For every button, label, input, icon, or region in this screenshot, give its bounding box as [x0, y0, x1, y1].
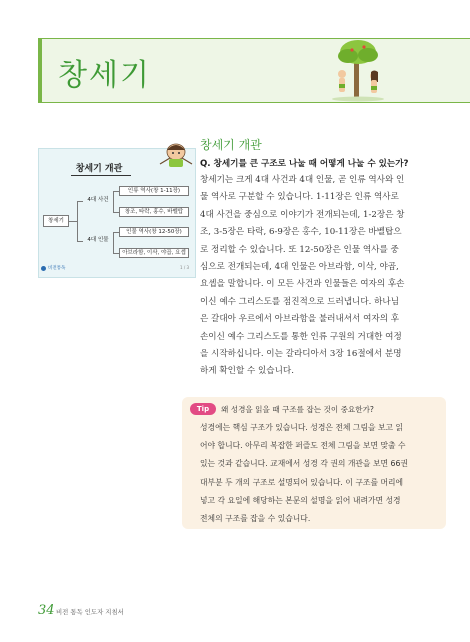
- diagram-connector: [77, 201, 78, 241]
- diagram-logo-icon: [41, 266, 46, 271]
- diagram-group-people: 4대 인물: [87, 237, 109, 243]
- chapter-title: 창세기: [58, 58, 151, 93]
- body-line: 창세기는 크게 4대 사건과 4대 인물, 곧 인류 역사와 인: [200, 175, 405, 185]
- body-line: 요셉을 말합니다. 이 모든 사건과 인물들은 여자의 후손: [200, 279, 405, 290]
- tip-line: 어야 합니다. 아무리 복잡한 퍼즐도 전체 그림을 보면 맞출 수: [200, 441, 406, 451]
- body-line: 4대 사건을 중심으로 이야기가 전개되는데, 1-2장은 창: [200, 209, 405, 220]
- body-line: 을 시작하십니다. 이는 갈라디아서 3장 16절에서 분명: [200, 349, 402, 360]
- diagram-title: 창세기 개관: [75, 164, 123, 174]
- diagram-group-events: 4대 사건: [87, 197, 109, 203]
- page-number: 34: [38, 603, 55, 618]
- diagram-connector: [113, 191, 114, 213]
- body-line: 손이신 예수 그리스도를 통한 인류 구원의 거대한 여정: [200, 331, 402, 342]
- tip-badge: Tip: [190, 403, 216, 415]
- diagram-box-human-history: 인류 역사(창 1-11장): [119, 186, 189, 196]
- tip-body: [200, 419, 438, 528]
- tip-line: 있는 것과 같습니다. 교재에서 성경 각 권의 개관을 보면 66권: [200, 459, 408, 469]
- adam-eve-illustration-icon: [328, 38, 388, 102]
- body-line: 심으로 전개되는데, 4대 인물은 아브라함, 이삭, 야곱,: [200, 262, 399, 273]
- diagram-logo-text: 비전통독: [48, 266, 66, 271]
- tip-line: 성경에는 핵심 구조가 있습니다. 성경은 전체 그림을 보고 읽: [200, 423, 404, 432]
- diagram-box-four-people: 아브라함, 이삭, 야곱, 요셉: [119, 248, 189, 258]
- body-line: 조, 3-5장은 타락, 6-9장은 홍수, 10-11장은 바벨탑으: [200, 227, 402, 238]
- tip-line: 전체의 구조를 잡을 수 있습니다.: [200, 514, 311, 524]
- peeking-character-icon: [154, 140, 198, 170]
- diagram-connector: [69, 221, 77, 222]
- section-question: Q. 창세기를 큰 구조로 나눌 때 어떻게 나눌 수 있는가?: [200, 159, 409, 169]
- diagram-box-four-events: 창조, 타락, 홍수, 바벨탑: [119, 207, 189, 217]
- tip-line: 넣고 각 요일에 해당하는 본문의 설명을 읽어 내려가면 성경: [200, 495, 401, 505]
- diagram-page-number: 1 / 3: [180, 265, 189, 270]
- diagram-box-people-history: 인물 역사(창 12-50장): [119, 227, 189, 237]
- tip-line: 대부분 두 개의 구조로 설명되어 있습니다. 이 구조를 머리에: [200, 477, 404, 487]
- body-line: 이신 예수 그리스도를 점진적으로 드러냅니다. 하나님: [200, 296, 400, 307]
- body-line: 하게 확인할 수 있습니다.: [200, 366, 294, 377]
- diagram-title-underline: [71, 175, 131, 176]
- banner-accent-bar: [38, 38, 42, 103]
- diagram-connector: [113, 232, 114, 254]
- body-line: 로 정리할 수 있습니다. 또 12-50장은 인물 역사를 중: [200, 244, 399, 255]
- tip-question: 왜 성경을 읽을 때 구조를 잡는 것이 중요한가?: [221, 405, 374, 414]
- body-line: 물 역사로 구분할 수 있습니다. 1-11장은 인류 역사로: [200, 192, 399, 203]
- body-line: 은 갈대아 우르에서 아브라함을 불러내셔서 여자의 후: [200, 314, 400, 325]
- section-title: 창세기 개관: [200, 138, 262, 152]
- diagram-root-box: 창세기: [43, 215, 69, 227]
- footer-label: 비전 통독 인도자 지침서: [56, 608, 124, 616]
- section-body: [200, 172, 440, 381]
